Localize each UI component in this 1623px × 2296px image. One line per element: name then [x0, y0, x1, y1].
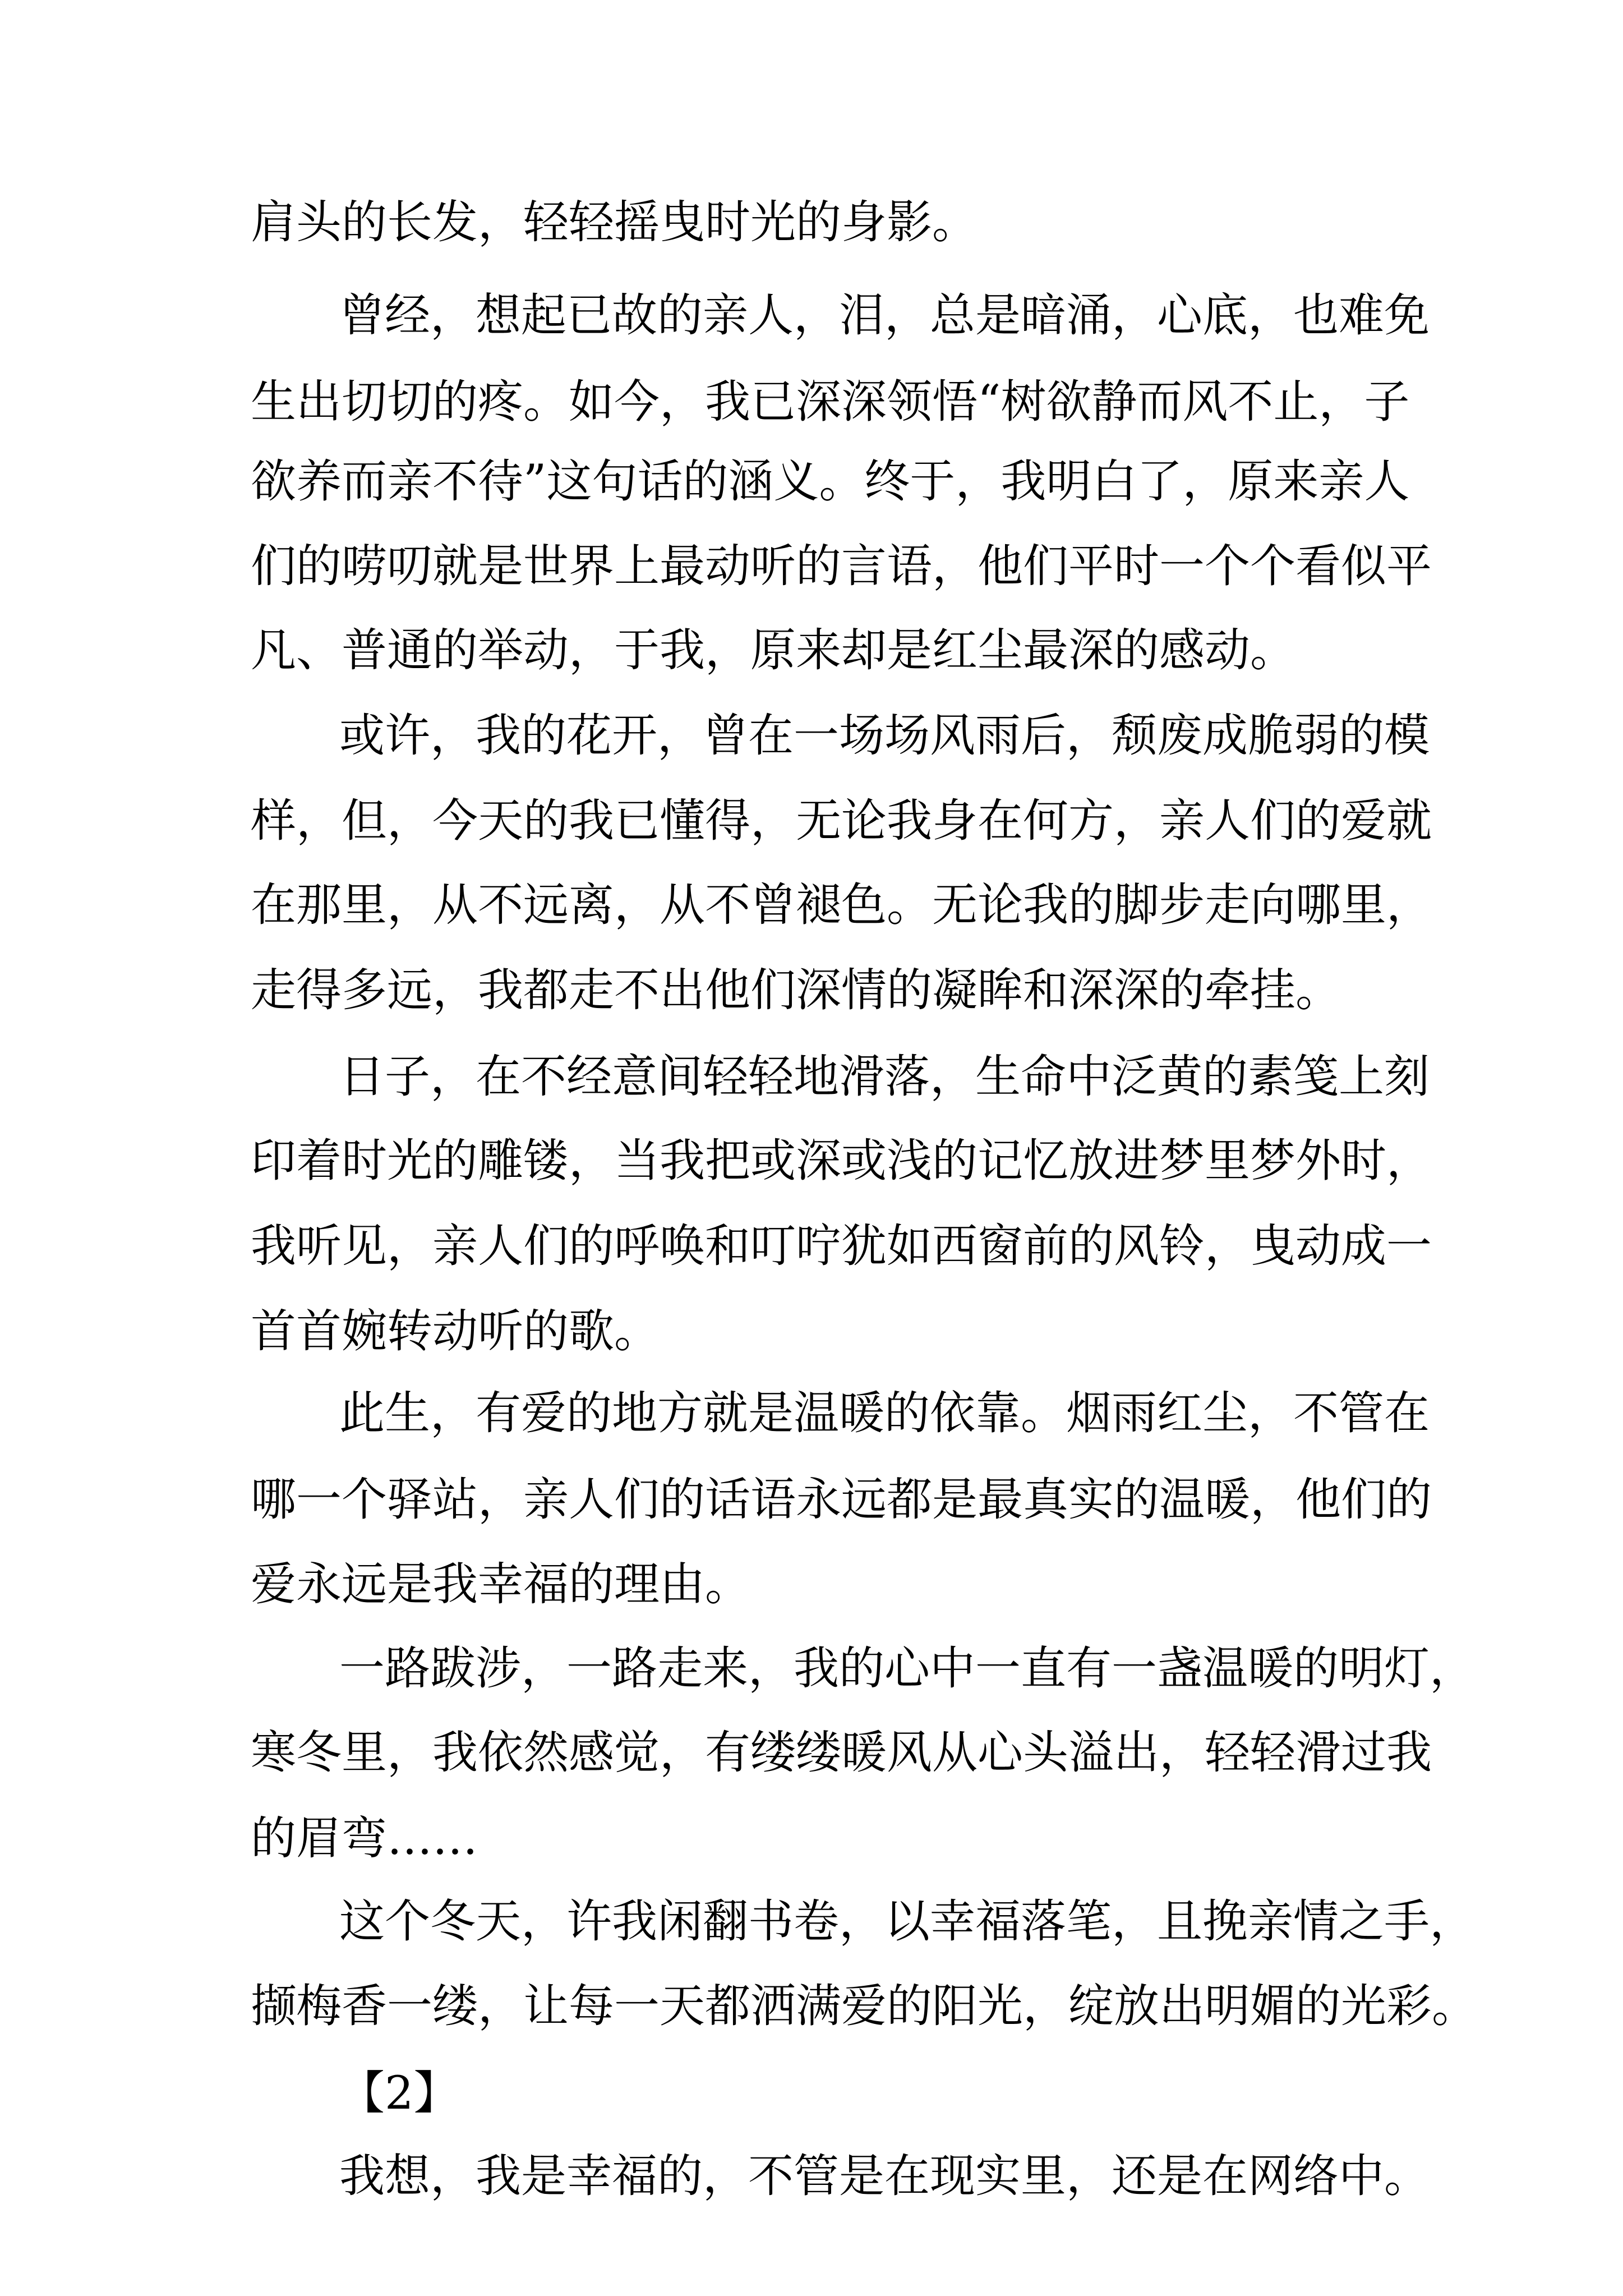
- text-line: 们的唠叨就是世界上最动听的言语，他们平时一个个看似平: [251, 540, 1432, 593]
- text-line: 凡、普通的举动，于我，原来却是红尘最深的感动。: [251, 624, 1296, 677]
- text-line: 或许，我的花开，曾在一场场风雨后，颓废成脆弱的模: [339, 710, 1430, 762]
- text-line: 一路跋涉，一路走来，我的心中一直有一盏温暖的明灯，: [339, 1642, 1476, 1695]
- text-line: 我想，我是幸福的，不管是在现实里，还是在网络中。: [339, 2150, 1430, 2203]
- text-line: 印着时光的雕镂，当我把或深或浅的记忆放进梦里梦外时，: [251, 1135, 1432, 1188]
- text-line: 哪一个驿站，亲人们的话语永远都是最真实的温暖，他们的: [251, 1474, 1432, 1526]
- text-line: 首首婉转动听的歌。: [251, 1305, 660, 1358]
- text-line: 的眉弯……: [251, 1812, 478, 1865]
- text-line: 寒冬里，我依然感觉，有缕缕暖风从心头溢出，轻轻滑过我: [251, 1727, 1432, 1779]
- text-line: 样，但，今天的我已懂得，无论我身在何方，亲人们的爱就: [251, 795, 1432, 848]
- text-line: 此生，有爱的地方就是温暖的依靠。烟雨红尘，不管在: [339, 1387, 1430, 1440]
- text-line: 曾经，想起已故的亲人，泪，总是暗涌，心底，也难免: [339, 289, 1430, 342]
- text-line: 走得多远，我都走不出他们深情的凝眸和深深的牵挂。: [251, 964, 1341, 1017]
- text-line: 爱永远是我幸福的理由。: [251, 1558, 751, 1611]
- text-line: 肩头的长发，轻轻摇曳时光的身影。: [251, 196, 978, 249]
- text-line: 在那里，从不远离，从不曾褪色。无论我的脚步走向哪里，: [251, 879, 1432, 932]
- text-line: 日子，在不经意间轻轻地滑落，生命中泛黄的素笺上刻: [339, 1051, 1430, 1103]
- text-line: 这个冬天，许我闲翻书卷，以幸福落笔，且挽亲情之手，: [339, 1895, 1476, 1948]
- text-line: 撷梅香一缕，让每一天都洒满爱的阳光，绽放出明媚的光彩。: [251, 1980, 1478, 2033]
- text-line: 我听见，亲人们的呼唤和叮咛犹如西窗前的风铃，曳动成一: [251, 1220, 1432, 1273]
- section-number: 【2】: [339, 2067, 459, 2120]
- text-line: 欲养而亲不待”这句话的涵义。终于，我明白了，原来亲人: [251, 455, 1410, 508]
- text-line: 生出切切的疼。如今，我已深深领悟“树欲静而风不止，子: [251, 376, 1410, 429]
